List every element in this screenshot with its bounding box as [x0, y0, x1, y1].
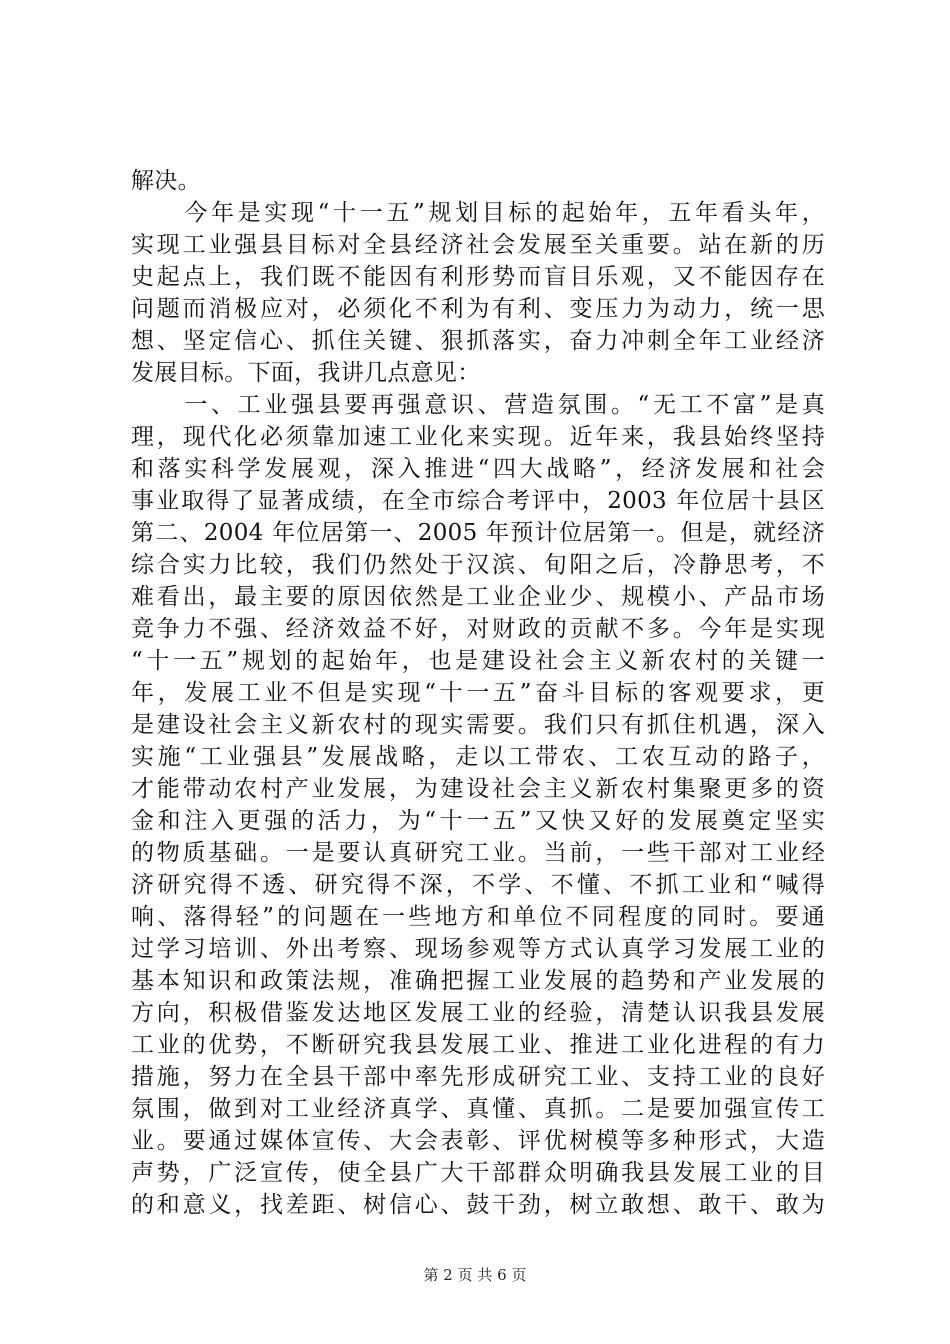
text-line: 工业的优势，不断研究我县发展工业、推进工业化进程的有力	[131, 1032, 825, 1058]
text-line: 实现工业强县目标对全县经济社会发展至关重要。站在新的历	[131, 232, 825, 258]
text-line: 竞争力不强、经济效益不好，对财政的贡献不多。今年是实现	[131, 616, 825, 642]
text-line: 基本知识和政策法规，准确把握工业发展的趋势和产业发展的	[131, 968, 825, 994]
text-line: 措施，努力在全县干部中率先形成研究工业、支持工业的良好	[131, 1064, 825, 1090]
text-line: “十一五”规划的起始年，也是建设社会主义新农村的关键一	[131, 648, 825, 674]
text-line: 年，发展工业不但是实现“十一五”奋斗目标的客观要求，更	[131, 680, 825, 706]
text-line: 方向，积极借鉴发达地区发展工业的经验，清楚认识我县发展	[131, 1000, 825, 1026]
text-line: 才能带动农村产业发展，为建设社会主义新农村集聚更多的资	[131, 776, 825, 802]
text-line: 史起点上，我们既不能因有利形势而盲目乐观，又不能因存在	[131, 264, 825, 290]
body-text	[131, 165, 825, 1221]
text-line: 过学习培训、外出考察、现场参观等方式认真学习发展工业的	[131, 936, 825, 962]
text-line: 综合实力比较，我们仍然处于汉滨、旬阳之后，冷静思考，不	[131, 552, 825, 578]
text-line: 的物质基础。一是要认真研究工业。当前，一些干部对工业经	[131, 840, 825, 866]
text-line: 济研究得不透、研究得不深，不学、不懂、不抓工业和“喊得	[131, 872, 825, 898]
text-line: 声势，广泛宣传，使全县广大干部群众明确我县发展工业的目	[131, 1160, 825, 1186]
page-number-label: 第 2 页 共 6 页	[423, 1266, 527, 1284]
text-line: 第二、2004 年位居第一、2005 年预计位居第一。但是，就经济	[131, 520, 825, 546]
text-line: 一、工业强县要再强意识、营造氛围。“无工不富”是真	[131, 392, 825, 418]
text-line: 理，现代化必须靠加速工业化来实现。近年来，我县始终坚持	[131, 424, 825, 450]
text-line: 金和注入更强的活力，为“十一五”又快又好的发展奠定坚实	[131, 808, 825, 834]
text-line: 氛围，做到对工业经济真学、真懂、真抓。二是要加强宣传工	[131, 1096, 825, 1122]
text-line: 解决。	[131, 168, 201, 194]
text-line: 的和意义，找差距、树信心、鼓干劲，树立敢想、敢干、敢为	[131, 1192, 825, 1218]
page-footer	[0, 1265, 950, 1285]
text-line: 是建设社会主义新农村的现实需要。我们只有抓住机遇，深入	[131, 712, 825, 738]
text-line: 难看出，最主要的原因依然是工业企业少、规模小、产品市场	[131, 584, 825, 610]
text-line: 发展目标。下面，我讲几点意见：	[131, 360, 481, 386]
text-line: 响、落得轻”的问题在一些地方和单位不同程度的同时。要通	[131, 904, 825, 930]
text-line: 今年是实现“十一五”规划目标的起始年，五年看头年，	[131, 200, 825, 226]
text-line: 和落实科学发展观，深入推进“四大战略”，经济发展和社会	[131, 456, 825, 482]
text-line: 想、坚定信心、抓住关键、狠抓落实，奋力冲刺全年工业经济	[131, 328, 825, 354]
text-line: 实施“工业强县”发展战略，走以工带农、工农互动的路子，	[131, 744, 825, 770]
text-line: 业。要通过媒体宣传、大会表彰、评优树模等多种形式，大造	[131, 1128, 825, 1154]
text-line: 问题而消极应对，必须化不利为有利、变压力为动力，统一思	[131, 296, 825, 322]
text-line: 事业取得了显著成绩，在全市综合考评中，2003 年位居十县区	[131, 488, 825, 514]
